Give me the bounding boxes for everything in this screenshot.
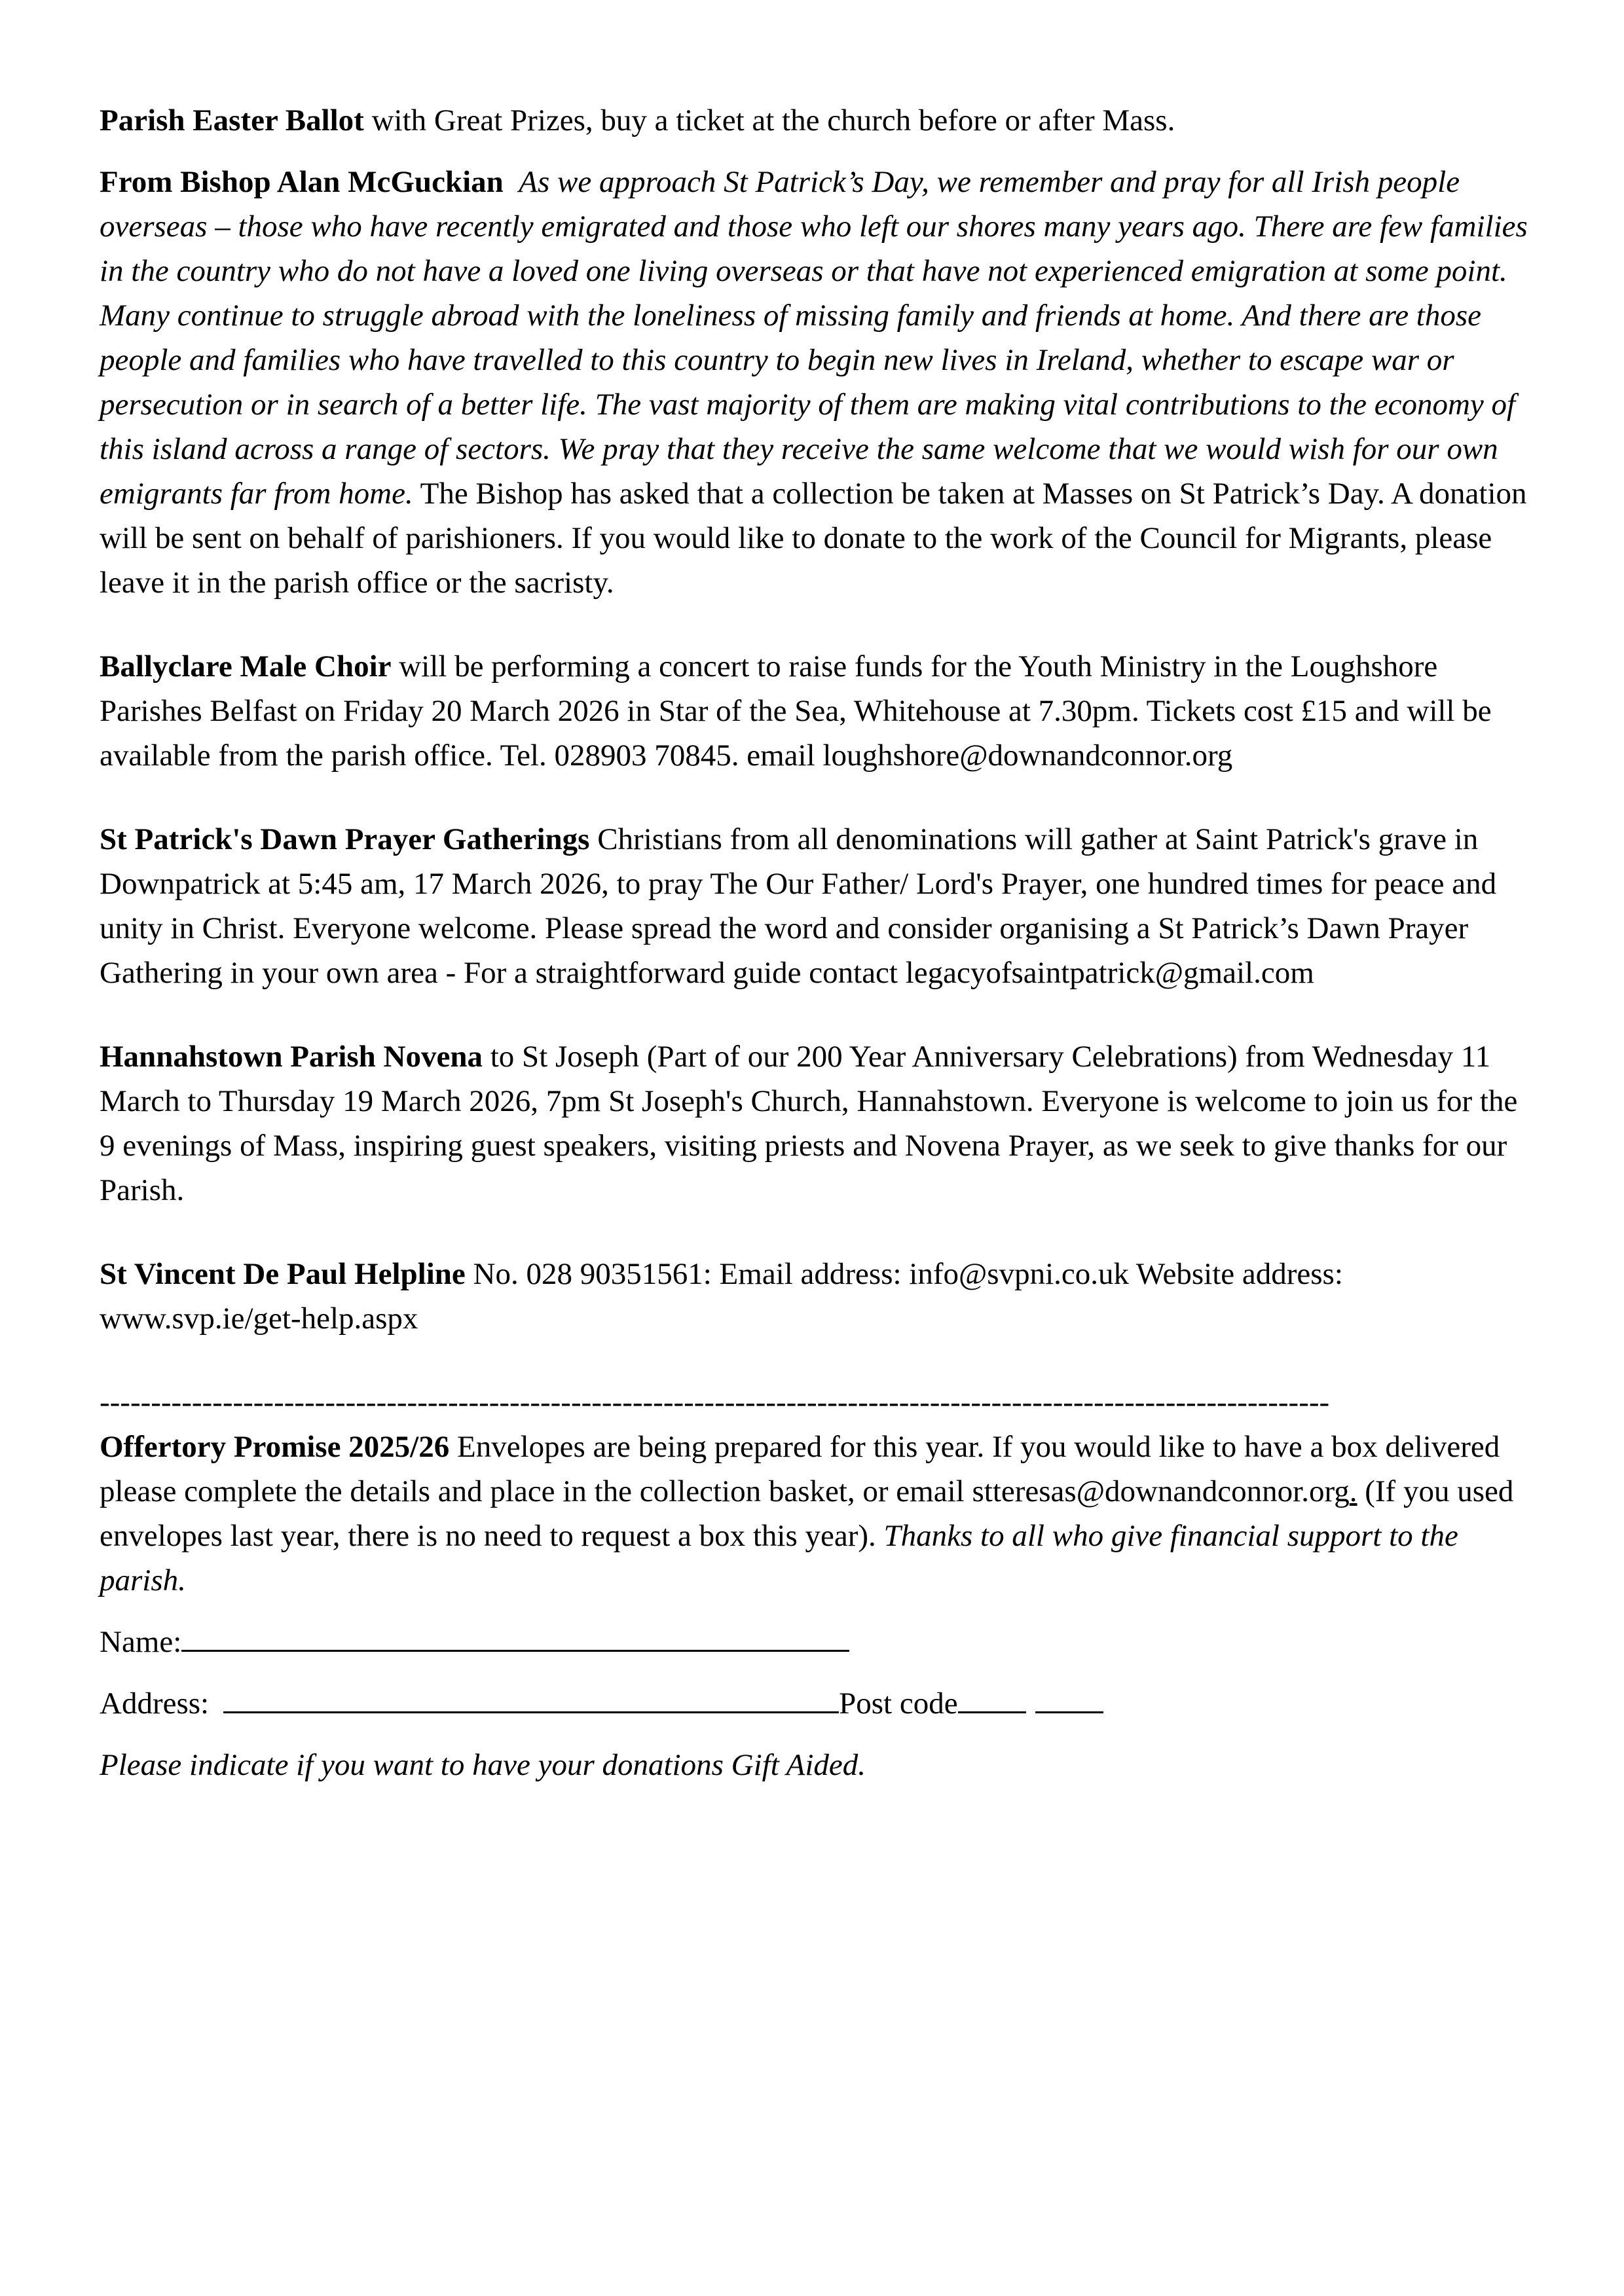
choir-title: Ballyclare Male Choir (100, 649, 392, 683)
offertory-notice (100, 1425, 1540, 1603)
address-field-line[interactable] (223, 1683, 839, 1713)
name-row (100, 1620, 1540, 1664)
separator-line: ------------------------------------------------------------------------------------------------------------------------ (100, 1385, 1330, 1419)
postcode-field-line-1[interactable] (958, 1683, 1026, 1713)
choir-text: will be performing a concert to raise funds for the Youth Ministry in the Loughshore Parishes Belfast on Friday 20 March 2026 in Star of the Sea, Whitehouse at 7.30pm. Tickets cost £15 and will be available from the parish office. Tel. 028903 70845. email loughshore@downandconnor.org (100, 649, 1492, 773)
bishop-notice (100, 160, 1540, 605)
offertory-text-2: (If you used envelopes last year, there is no need to request a box this year). (100, 1474, 1514, 1553)
ballot-title: Parish Easter Ballot (100, 103, 364, 137)
offertory-thanks: Thanks to all who give financial support to the parish. (100, 1519, 1458, 1597)
bishop-quote: As we approach St Patrick’s Day, we remember and pray for all Irish people overseas – those who have recently emigrated and those who left our shores many years ago. There are few families in the country who do not have a loved one living overseas or that have not experienced emigration at some point. Many continue to struggle abroad with the loneliness of missing family and friends at home. And there are those people and families who have travelled to this country to begin new lives in Ireland, whether to escape war or persecution or in search of a better life. The vast majority of them are making vital contributions to the economy of this island across a range of sectors. We pray that they receive the same welcome that we would wish for our own emigrants far from home. (100, 165, 1528, 511)
ballot-notice (100, 98, 1540, 143)
address-label: Address: (100, 1686, 210, 1721)
postcode-label: Post code (839, 1686, 958, 1721)
svp-title: St Vincent De Paul Helpline (100, 1257, 466, 1291)
postcode-field-line-2[interactable] (1035, 1683, 1103, 1713)
offertory-title: Offertory Promise 2025/26 (100, 1430, 450, 1464)
bulletin-page (100, 98, 1540, 1787)
offertory-email-link[interactable]: stteresas@downandconnor.org (972, 1474, 1350, 1508)
dawn-prayer-title: St Patrick's Dawn Prayer Gatherings (100, 822, 590, 856)
svp-notice (100, 1252, 1540, 1341)
dawn-prayer-text: Christians from all denominations will gather at Saint Patrick's grave in Downpatrick at 5:45 am, 17 March 2026, to pray The Our Father/ Lord's Prayer, one hundred times for peace and unity in Christ. Everyone welcome. Please spread the word and consider organising a St Patrick’s Dawn Prayer Gathering in your own area - For a straightforward guide contact legacyofsaintpatrick@gmail.com (100, 822, 1497, 990)
offertory-email-dot: . (1349, 1474, 1357, 1508)
bishop-title: From Bishop Alan McGuckian (100, 165, 504, 199)
address-row (100, 1681, 1540, 1726)
name-label: Name: (100, 1625, 182, 1659)
svp-text: No. 028 90351561: Email address: info@svpni.co.uk Website address: (465, 1257, 1343, 1291)
name-field-line[interactable] (181, 1621, 849, 1652)
bishop-text: The Bishop has asked that a collection be taken at Masses on St Patrick’s Day. A donation will be sent on behalf of parishioners. If you would like to donate to the work of the Council for Migrants, please leave it in the parish office or the sacristy. (100, 477, 1527, 600)
ballot-text: with Great Prizes, buy a ticket at the church before or after Mass. (363, 103, 1175, 137)
gift-aid-note (100, 1743, 1540, 1787)
gift-aid-text: Please indicate if you want to have your donations Gift Aided. (100, 1748, 866, 1782)
novena-notice (100, 1034, 1540, 1212)
novena-text: to St Joseph (Part of our 200 Year Anniversary Celebrations) from Wednesday 11 March to Thursday 19 March 2026, 7pm St Joseph's Church, Hannahstown. Everyone is welcome to join us for the 9 evenings of Mass, inspiring guest speakers, visiting priests and Novena Prayer, as we seek to give thanks for our Parish. (100, 1040, 1518, 1207)
choir-notice (100, 644, 1540, 778)
svp-website-link[interactable]: www.svp.ie/get-help.aspx (100, 1302, 418, 1336)
novena-title: Hannahstown Parish Novena (100, 1040, 483, 1074)
offertory-text: Envelopes are being prepared for this year. If you would like to have a box delivered please complete the details and place in the collection basket, or email (100, 1430, 1500, 1508)
dawn-prayer-notice (100, 817, 1540, 995)
